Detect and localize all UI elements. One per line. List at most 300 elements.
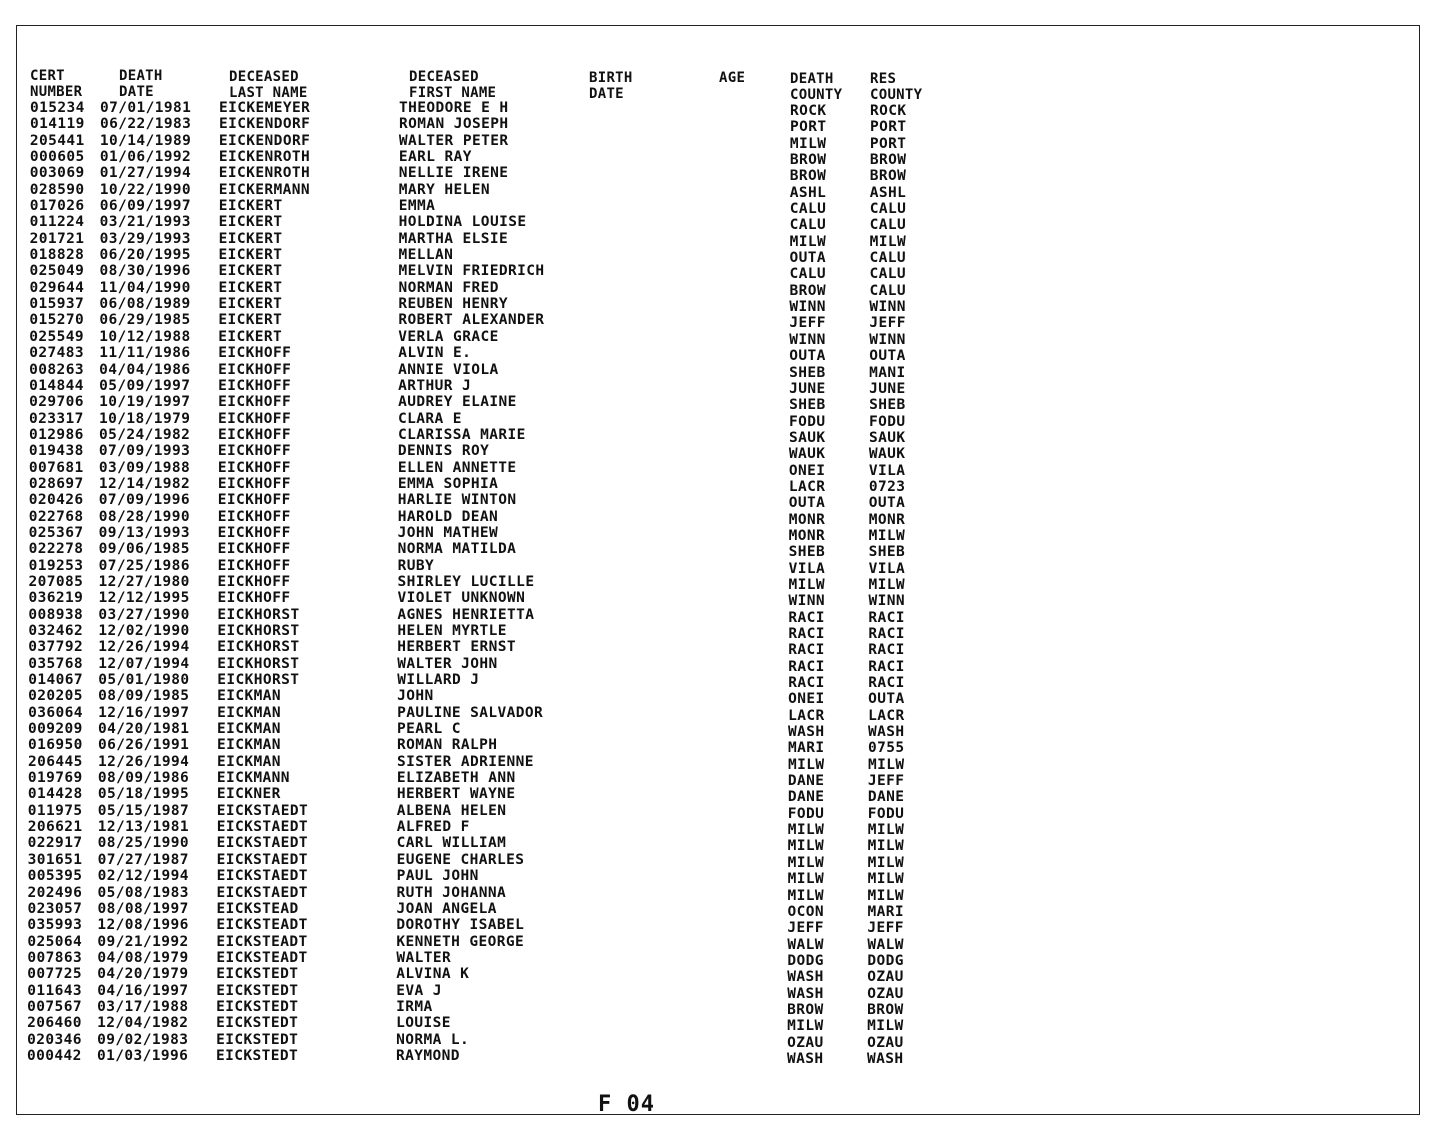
- first-name: WALTER JOHN: [397, 655, 498, 672]
- death-date: 10/18/1979: [99, 410, 191, 427]
- res-county: OZAU: [867, 1034, 904, 1051]
- page-code: F 04: [598, 1092, 655, 1117]
- first-name: EVA J: [396, 982, 442, 999]
- table-row: [27, 770, 1030, 790]
- death-date: 09/21/1992: [97, 933, 189, 950]
- death-county: MILW: [789, 233, 827, 250]
- cert-number: 036219: [28, 590, 84, 607]
- res-county: MILW: [869, 233, 907, 250]
- first-name: JOHN: [397, 688, 434, 705]
- death-date: 12/02/1990: [98, 623, 190, 639]
- cert-number: 206460: [27, 1015, 82, 1032]
- death-county: BROW: [789, 152, 827, 169]
- records-table: [27, 100, 1030, 1067]
- last-name: EICKHOFF: [217, 590, 291, 607]
- res-county: JEFF: [867, 773, 905, 790]
- first-name: HERBERT WAYNE: [396, 786, 516, 803]
- res-county: DODG: [867, 952, 904, 969]
- header-birth-date: BIRTH DATE: [589, 70, 633, 102]
- last-name: EICKENDORF: [218, 116, 311, 133]
- last-name: EICKERT: [218, 214, 283, 231]
- death-date: 03/27/1990: [98, 606, 190, 623]
- death-date: 07/09/1993: [98, 443, 191, 460]
- table-row: [27, 949, 1030, 969]
- last-name: EICKSTEADT: [216, 949, 308, 966]
- table-row: [27, 802, 1030, 822]
- res-county: WAUK: [868, 446, 906, 463]
- table-row: [29, 345, 1030, 365]
- res-county: MILW: [867, 756, 905, 773]
- table-row: [28, 541, 1030, 561]
- table-row: [28, 492, 1030, 512]
- last-name: EICKSTAEDT: [216, 868, 308, 885]
- cert-number: 015937: [29, 296, 85, 313]
- death-date: 05/15/1987: [97, 802, 190, 819]
- first-name: ELIZABETH ANN: [396, 770, 516, 787]
- last-name: EICKSTAEDT: [216, 802, 309, 819]
- header-res-county: RES COUNTY: [870, 71, 923, 103]
- last-name: EICKHORST: [217, 639, 300, 656]
- first-name: LOUISE: [396, 1015, 451, 1032]
- death-date: 12/13/1981: [97, 819, 190, 836]
- table-row: [27, 966, 1030, 986]
- res-county: CALU: [869, 201, 907, 218]
- res-county: 0723: [868, 478, 906, 495]
- first-name: CARL WILLIAM: [396, 835, 507, 852]
- death-date: 08/08/1997: [97, 900, 189, 917]
- last-name: EICKMANN: [216, 770, 290, 787]
- res-county: MILW: [867, 838, 905, 855]
- table-row: [27, 1031, 1030, 1051]
- first-name: ALFRED F: [396, 819, 470, 836]
- death-date: 01/03/1996: [97, 1047, 189, 1064]
- cert-number: 014067: [28, 672, 83, 689]
- first-name: REUBEN HENRY: [398, 296, 508, 313]
- first-name: MELVIN FRIEDRICH: [398, 263, 545, 280]
- death-date: 10/12/1988: [99, 328, 191, 345]
- first-name: NORMA MATILDA: [397, 541, 517, 558]
- cert-number: 011975: [27, 802, 83, 819]
- table-row: [28, 655, 1030, 675]
- table-row: [29, 296, 1030, 316]
- death-county: JEFF: [787, 920, 824, 937]
- res-county: MILW: [867, 887, 905, 904]
- table-row: [28, 459, 1030, 479]
- table-row: [29, 361, 1030, 381]
- first-name: HERBERT ERNST: [397, 639, 516, 656]
- table-row: [27, 1047, 1030, 1067]
- res-county: RACI: [868, 642, 905, 659]
- cert-number: 022278: [28, 541, 84, 558]
- first-name: PAULINE SALVADOR: [397, 704, 544, 721]
- table-row: [28, 606, 1030, 626]
- cert-number: 207085: [28, 573, 84, 590]
- cert-number: 011643: [27, 982, 82, 999]
- cert-number: 301651: [27, 851, 83, 868]
- death-county: ROCK: [790, 103, 827, 119]
- cert-number: 007863: [27, 949, 83, 966]
- res-county: WASH: [867, 1050, 904, 1067]
- death-date: 11/04/1990: [99, 279, 191, 296]
- res-county: CALU: [869, 282, 906, 299]
- table-row: [27, 753, 1030, 773]
- cert-number: 025064: [27, 933, 83, 950]
- res-county: MILW: [867, 854, 905, 871]
- table-row: [28, 688, 1030, 708]
- death-county: MILW: [787, 887, 825, 904]
- res-county: RACI: [868, 609, 905, 626]
- first-name: EARL RAY: [398, 149, 472, 166]
- last-name: EICKENROTH: [218, 165, 311, 182]
- table-row: [28, 704, 1030, 724]
- table-row: [29, 279, 1030, 299]
- cert-number: 035993: [27, 917, 83, 934]
- death-county: MILW: [787, 1018, 824, 1035]
- table-row: [28, 557, 1030, 577]
- first-name: HARLIE WINTON: [397, 492, 517, 509]
- last-name: EICKENROTH: [218, 149, 311, 166]
- death-date: 12/16/1997: [98, 704, 190, 721]
- table-row: [29, 149, 1030, 169]
- death-date: 12/07/1994: [98, 655, 190, 672]
- first-name: ROMAN JOSEPH: [398, 116, 509, 133]
- death-date: 12/26/1994: [97, 753, 190, 770]
- cert-number: 012986: [28, 426, 84, 443]
- first-name: VERLA GRACE: [398, 328, 499, 345]
- table-row: [29, 328, 1030, 348]
- cert-number: 032462: [28, 623, 84, 639]
- res-county: DANE: [867, 789, 905, 806]
- cert-number: 005395: [27, 868, 83, 885]
- death-date: 06/26/1991: [97, 737, 190, 754]
- death-county: WALW: [787, 936, 824, 953]
- death-county: ONEI: [788, 691, 825, 708]
- first-name: RUBY: [397, 557, 435, 574]
- first-name: SISTER ADRIENNE: [396, 753, 534, 770]
- table-row: [28, 573, 1031, 593]
- last-name: EICKMAN: [217, 704, 282, 721]
- death-date: 05/18/1995: [97, 786, 190, 803]
- res-county: SHEB: [868, 544, 906, 561]
- cert-number: 027483: [29, 345, 85, 362]
- death-county: ONEI: [788, 462, 826, 479]
- death-date: 04/04/1986: [99, 361, 191, 378]
- death-county: ASHL: [789, 184, 827, 201]
- first-name: WALTER PETER: [398, 132, 509, 149]
- res-county: MONR: [868, 511, 906, 528]
- death-county: CALU: [789, 266, 827, 283]
- death-date: 09/02/1983: [97, 1031, 189, 1048]
- death-county: MILW: [787, 854, 825, 871]
- table-row: [29, 312, 1030, 332]
- first-name: ALVIN E.: [398, 345, 472, 362]
- first-name: DOROTHY ISABEL: [396, 917, 525, 934]
- first-name: ELLEN ANNETTE: [397, 459, 517, 476]
- death-county: MILW: [787, 822, 825, 839]
- res-county: OUTA: [868, 691, 905, 708]
- death-county: JUNE: [789, 380, 826, 397]
- last-name: EICKHOFF: [217, 492, 291, 509]
- death-date: 03/21/1993: [99, 214, 191, 231]
- cert-number: 020426: [28, 492, 84, 509]
- table-row: [27, 835, 1030, 855]
- cert-number: 000442: [27, 1047, 82, 1064]
- cert-number: 015270: [29, 312, 85, 329]
- table-row: [27, 786, 1030, 806]
- table-row: [29, 377, 1030, 397]
- table-row: [27, 982, 1030, 1002]
- first-name: PEARL C: [397, 721, 461, 738]
- first-name: ROBERT ALEXANDER: [398, 312, 545, 329]
- cert-number: 036064: [28, 704, 83, 721]
- cert-number: 025367: [28, 524, 84, 541]
- cert-number: 025549: [29, 328, 85, 345]
- last-name: EICKSTEADT: [216, 917, 308, 934]
- last-name: EICKSTEDT: [216, 966, 299, 983]
- death-date: 06/22/1983: [99, 116, 192, 133]
- death-date: 04/20/1981: [98, 721, 190, 738]
- header-age: AGE: [719, 70, 746, 86]
- cert-number: 037792: [28, 639, 84, 656]
- first-name: RUTH JOHANNA: [396, 884, 507, 901]
- death-county: SHEB: [789, 364, 826, 381]
- death-county: SAUK: [788, 429, 826, 446]
- res-county: MILW: [867, 1018, 904, 1035]
- cert-number: 022768: [28, 508, 84, 525]
- last-name: EICKERT: [218, 328, 283, 345]
- res-county: RACI: [868, 658, 905, 675]
- last-name: EICKERT: [218, 247, 283, 264]
- table-row: [28, 623, 1030, 642]
- last-name: EICKMAN: [216, 753, 281, 770]
- res-county: WINN: [868, 593, 905, 610]
- last-name: EICKNER: [216, 786, 281, 803]
- death-date: 01/27/1994: [99, 165, 192, 182]
- res-county: ASHL: [869, 184, 907, 201]
- header-cert-number: CERT NUMBER: [30, 68, 83, 100]
- table-row: [29, 247, 1030, 267]
- death-date: 06/20/1995: [99, 247, 191, 264]
- table-row: [29, 198, 1030, 218]
- cert-number: 017026: [29, 198, 85, 215]
- res-county: RACI: [868, 675, 905, 692]
- death-county: RACI: [788, 658, 825, 675]
- death-date: 08/30/1996: [99, 263, 191, 280]
- first-name: PAUL JOHN: [396, 868, 479, 885]
- death-county: MILW: [787, 756, 825, 773]
- death-county: WASH: [787, 1050, 824, 1067]
- first-name: VIOLET UNKNOWN: [397, 590, 526, 607]
- first-name: RAYMOND: [396, 1047, 460, 1064]
- cert-number: 011224: [29, 214, 85, 231]
- res-county: OUTA: [869, 348, 906, 365]
- res-county: MANI: [869, 364, 906, 381]
- cert-number: 022917: [27, 835, 83, 852]
- last-name: EICKSTEDT: [216, 1031, 299, 1048]
- last-name: EICKERMANN: [218, 181, 311, 198]
- last-name: EICKERT: [218, 296, 283, 313]
- last-name: EICKEMEYER: [219, 100, 311, 116]
- death-date: 05/09/1997: [99, 377, 191, 394]
- death-county: OUTA: [789, 348, 826, 365]
- last-name: EICKHORST: [217, 606, 300, 623]
- death-date: 03/29/1993: [99, 230, 191, 247]
- death-date: 07/27/1987: [97, 851, 189, 868]
- death-county: OZAU: [787, 1034, 824, 1051]
- table-row: [28, 475, 1030, 495]
- death-date: 06/29/1985: [99, 312, 191, 329]
- res-county: SHEB: [869, 397, 906, 414]
- last-name: EICKERT: [218, 263, 283, 280]
- death-county: JEFF: [789, 315, 826, 332]
- first-name: WILLARD J: [397, 672, 480, 689]
- death-county: MILW: [787, 871, 825, 888]
- death-county: WINN: [789, 331, 826, 348]
- first-name: CLARA E: [398, 410, 462, 427]
- header-death-date: DEATH DATE: [119, 68, 163, 100]
- death-date: 09/13/1993: [98, 524, 190, 541]
- cert-number: 007567: [27, 998, 82, 1015]
- table-row: [29, 410, 1030, 430]
- death-date: 03/17/1988: [97, 998, 189, 1015]
- res-county: MILW: [867, 871, 905, 888]
- first-name: IRMA: [396, 998, 433, 1015]
- header-last-name: DECEASED LAST NAME: [229, 69, 308, 101]
- death-date: 12/26/1994: [98, 639, 190, 656]
- death-date: 11/11/1986: [99, 345, 191, 362]
- last-name: EICKHOFF: [217, 573, 291, 590]
- death-county: CALU: [789, 217, 827, 234]
- first-name: ROMAN RALPH: [396, 737, 498, 754]
- first-name: AGNES HENRIETTA: [397, 606, 535, 623]
- first-name: MELLAN: [398, 247, 454, 264]
- table-row: [29, 230, 1030, 250]
- first-name: ALBENA HELEN: [396, 802, 507, 819]
- death-county: FODU: [789, 413, 826, 430]
- death-date: 08/28/1990: [98, 508, 191, 525]
- death-date: 09/06/1985: [98, 541, 190, 558]
- death-date: 10/14/1989: [99, 132, 192, 149]
- cert-number: 019769: [27, 770, 83, 787]
- table-row: [28, 426, 1030, 446]
- table-row: [30, 100, 1030, 119]
- table-row: [27, 998, 1030, 1018]
- death-county: CALU: [789, 201, 827, 218]
- cert-number: 035768: [28, 655, 84, 672]
- res-county: VILA: [868, 462, 906, 479]
- table-row: [27, 884, 1030, 904]
- first-name: ARTHUR J: [398, 377, 472, 394]
- death-date: 12/12/1995: [98, 590, 190, 607]
- death-date: 12/08/1996: [97, 917, 189, 934]
- last-name: EICKHOFF: [217, 459, 291, 476]
- last-name: EICKHOFF: [218, 394, 292, 411]
- table-row: [29, 394, 1030, 414]
- res-county: FODU: [867, 805, 905, 822]
- table-row: [28, 508, 1030, 528]
- first-name: EMMA SOPHIA: [397, 475, 499, 492]
- last-name: EICKHOFF: [218, 410, 292, 427]
- cert-number: 007681: [28, 459, 84, 476]
- last-name: EICKHOFF: [217, 524, 291, 541]
- death-date: 10/22/1990: [99, 181, 192, 198]
- cert-number: 029706: [29, 394, 84, 411]
- last-name: EICKHOFF: [217, 508, 291, 525]
- last-name: EICKHORST: [217, 655, 300, 672]
- first-name: MARTHA ELSIE: [398, 230, 509, 247]
- last-name: EICKSTAEDT: [216, 851, 308, 868]
- res-county: 0755: [867, 740, 905, 757]
- death-date: 06/08/1989: [99, 296, 191, 313]
- table-row: [29, 214, 1030, 234]
- cert-number: 206445: [27, 753, 83, 770]
- cert-number: 019438: [28, 443, 84, 460]
- res-county: BROW: [869, 168, 907, 185]
- death-date: 07/01/1981: [100, 100, 192, 116]
- first-name: JOHN MATHEW: [397, 524, 499, 541]
- cert-number: 014428: [27, 786, 83, 803]
- last-name: EICKHOFF: [218, 377, 292, 394]
- last-name: EICKERT: [218, 312, 283, 329]
- death-county: LACR: [788, 707, 825, 724]
- cert-number: 000605: [29, 149, 85, 166]
- table-row: [27, 900, 1030, 920]
- death-county: FODU: [787, 805, 825, 822]
- res-county: MILW: [867, 822, 905, 839]
- death-date: 04/08/1979: [97, 949, 189, 966]
- table-row: [27, 819, 1030, 839]
- table-row: [27, 737, 1030, 757]
- res-county: RACI: [868, 626, 905, 642]
- cert-number: 018828: [29, 247, 85, 264]
- death-county: BROW: [787, 1001, 824, 1018]
- first-name: THEODORE E H: [399, 100, 509, 116]
- res-county: MARI: [867, 903, 905, 920]
- last-name: EICKERT: [218, 198, 283, 215]
- last-name: EICKMAN: [217, 721, 281, 738]
- table-row: [28, 672, 1030, 692]
- res-county: JEFF: [867, 920, 904, 937]
- first-name: NELLIE IRENE: [398, 165, 509, 182]
- last-name: EICKHORST: [217, 672, 300, 689]
- cert-number: 201721: [29, 230, 85, 247]
- table-row: [27, 1015, 1030, 1035]
- last-name: EICKSTEDT: [216, 1015, 299, 1032]
- death-date: 08/09/1985: [98, 688, 190, 705]
- cert-number: 016950: [27, 737, 83, 754]
- death-county: SHEB: [788, 544, 826, 561]
- res-county: CALU: [869, 217, 907, 234]
- cert-number: 028590: [29, 181, 85, 198]
- res-county: SAUK: [868, 429, 906, 446]
- death-date: 01/06/1992: [99, 149, 192, 166]
- death-date: 07/09/1996: [98, 492, 191, 509]
- table-row: [28, 443, 1030, 463]
- first-name: HAROLD DEAN: [397, 508, 499, 525]
- death-date: 07/25/1986: [98, 557, 190, 574]
- res-county: MILW: [868, 527, 906, 544]
- death-county: RACI: [788, 626, 825, 642]
- death-county: MARI: [787, 740, 825, 757]
- last-name: EICKHORST: [217, 623, 300, 639]
- last-name: EICKSTEADT: [216, 933, 308, 950]
- res-county: BROW: [869, 152, 907, 169]
- last-name: EICKERT: [218, 279, 283, 296]
- death-county: WASH: [788, 724, 825, 741]
- header-first-name: DECEASED FIRST NAME: [409, 69, 497, 101]
- first-name: NORMAN FRED: [398, 279, 499, 296]
- res-county: BROW: [867, 1001, 904, 1018]
